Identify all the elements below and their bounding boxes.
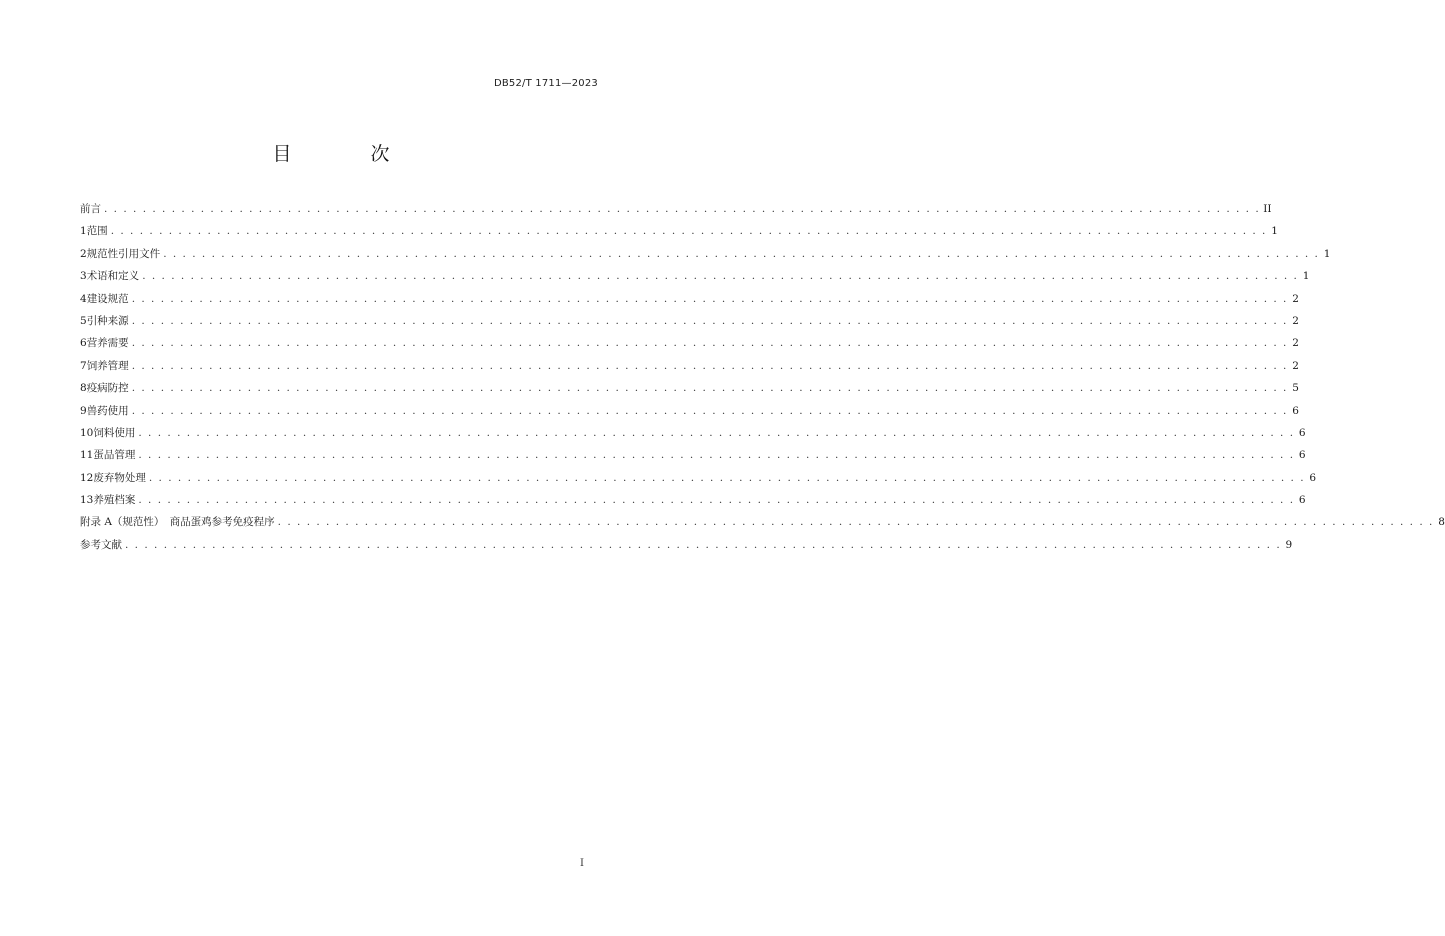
toc-entry-number: 2: [80, 247, 87, 260]
page-title: 目 次: [272, 143, 420, 165]
toc-dot-leader: . . . . . . . . . . . . . . . . . . . . . . . . . . . . . . . . . . . . . . . . . . . . . . . . . . . . . . . . . . . . . . . . . . . . . . . . . . . . . . . . . . . . . . . . . . . . . . . . . . . . . . . . . . . . . . . . . . . . . . . .: [104, 203, 1261, 215]
toc-entry-number: 7: [80, 359, 87, 372]
toc-dot-leader: . . . . . . . . . . . . . . . . . . . . . . . . . . . . . . . . . . . . . . . . . . . . . . . . . . . . . . . . . . . . . . . . . . . . . . . . . . . . . . . . . . . . . . . . . . . . . . . . . . . . . . . . . . . . . . . . . . . . . . . .: [138, 449, 1295, 462]
toc-entry-page: 1: [1302, 270, 1310, 283]
toc-dot-leader: . . . . . . . . . . . . . . . . . . . . . . . . . . . . . . . . . . . . . . . . . . . . . . . . . . . . . . . . . . . . . . . . . . . . . . . . . . . . . . . . . . . . . . . . . . . . . . . . . . . . . . . . . . . . . . . . . . . . . . . .: [131, 382, 1288, 395]
table-of-contents: [80, 198, 1445, 556]
toc-entry-number: 12: [80, 471, 94, 484]
page-number: I: [580, 858, 584, 869]
toc-entry[interactable]: [80, 332, 1299, 354]
toc-entry[interactable]: [80, 265, 1310, 287]
toc-entry[interactable]: [80, 511, 1445, 533]
toc-entry[interactable]: [80, 355, 1299, 377]
toc-dot-leader: . . . . . . . . . . . . . . . . . . . . . . . . . . . . . . . . . . . . . . . . . . . . . . . . . . . . . . . . . . . . . . . . . . . . . . . . . . . . . . . . . . . . . . . . . . . . . . . . . . . . . . . . . . . . . . . . . . . . . . . .: [131, 359, 1288, 372]
toc-entry[interactable]: [80, 534, 1293, 556]
toc-entry-label: 规范性引用文件: [86, 247, 161, 260]
toc-entry-label: 引种来源: [86, 314, 129, 327]
toc-entry-label: 前言: [80, 203, 101, 215]
toc-entry-page: 5: [1292, 382, 1299, 395]
toc-entry-label: 兽药使用: [86, 404, 129, 417]
toc-dot-leader: . . . . . . . . . . . . . . . . . . . . . . . . . . . . . . . . . . . . . . . . . . . . . . . . . . . . . . . . . . . . . . . . . . . . . . . . . . . . . . . . . . . . . . . . . . . . . . . . . . . . . . . . . . . . . . . . . . . . . . . .: [138, 426, 1295, 439]
toc-entry-label: 术语和定义: [86, 270, 140, 283]
toc-dot-leader: . . . . . . . . . . . . . . . . . . . . . . . . . . . . . . . . . . . . . . . . . . . . . . . . . . . . . . . . . . . . . . . . . . . . . . . . . . . . . . . . . . . . . . . . . . . . . . . . . . . . . . . . . . . . . . . . . . . . . . . .: [163, 247, 1320, 260]
toc-dot-leader: . . . . . . . . . . . . . . . . . . . . . . . . . . . . . . . . . . . . . . . . . . . . . . . . . . . . . . . . . . . . . . . . . . . . . . . . . . . . . . . . . . . . . . . . . . . . . . . . . . . . . . . . . . . . . . . . . . . . . . . .: [148, 471, 1306, 484]
toc-entry-page: 2: [1292, 359, 1299, 372]
toc-entry[interactable]: [80, 310, 1299, 332]
toc-entry[interactable]: [80, 467, 1317, 489]
toc-entry-label: 范围: [86, 225, 108, 238]
toc-entry-page: 2: [1292, 292, 1299, 305]
toc-entry-number: 1: [80, 225, 87, 238]
toc-entry-label: 蛋品管理: [93, 449, 136, 462]
toc-entry-number: 4: [80, 292, 87, 305]
toc-entry[interactable]: [80, 489, 1306, 511]
toc-entry-number: 5: [80, 314, 87, 327]
toc-entry-page: 6: [1309, 471, 1317, 484]
toc-entry-number: 10: [80, 426, 94, 439]
toc-entry-page: 6: [1298, 426, 1306, 439]
toc-entry-page: 2: [1292, 314, 1299, 327]
toc-entry-page: 2: [1292, 337, 1299, 350]
toc-entry[interactable]: [80, 422, 1306, 444]
toc-entry[interactable]: [80, 377, 1299, 399]
toc-entry-page: 6: [1292, 404, 1299, 417]
toc-entry-label: 营养需要: [86, 337, 129, 350]
toc-entry-page: 1: [1271, 225, 1278, 238]
toc-entry-number: 11: [80, 449, 94, 462]
toc-dot-leader: . . . . . . . . . . . . . . . . . . . . . . . . . . . . . . . . . . . . . . . . . . . . . . . . . . . . . . . . . . . . . . . . . . . . . . . . . . . . . . . . . . . . . . . . . . . . . . . . . . . . . . . . . . . . . . . . . . . . . . . .: [125, 538, 1282, 551]
toc-entry[interactable]: [80, 220, 1278, 242]
toc-entry-page: 6: [1298, 449, 1306, 462]
toc-dot-leader: . . . . . . . . . . . . . . . . . . . . . . . . . . . . . . . . . . . . . . . . . . . . . . . . . . . . . . . . . . . . . . . . . . . . . . . . . . . . . . . . . . . . . . . . . . . . . . . . . . . . . . . . . . . . . . . . . . . . . . . .: [131, 292, 1288, 305]
toc-dot-leader: . . . . . . . . . . . . . . . . . . . . . . . . . . . . . . . . . . . . . . . . . . . . . . . . . . . . . . . . . . . . . . . . . . . . . . . . . . . . . . . . . . . . . . . . . . . . . . . . . . . . . . . . . . . . . . . . . . . . . . . .: [138, 494, 1295, 507]
toc-dot-leader: . . . . . . . . . . . . . . . . . . . . . . . . . . . . . . . . . . . . . . . . . . . . . . . . . . . . . . . . . . . . . . . . . . . . . . . . . . . . . . . . . . . . . . . . . . . . . . . . . . . . . . . . . . . . . . . . . . . . . . . .: [277, 516, 1434, 529]
toc-entry[interactable]: [80, 288, 1299, 310]
toc-entry-number: 6: [80, 337, 87, 350]
toc-entry-page: II: [1263, 203, 1272, 215]
toc-entry-label: 废弃物处理: [93, 471, 146, 484]
toc-entry-label: 建设规范: [86, 292, 129, 305]
toc-entry-number: 9: [80, 404, 87, 417]
toc-dot-leader: . . . . . . . . . . . . . . . . . . . . . . . . . . . . . . . . . . . . . . . . . . . . . . . . . . . . . . . . . . . . . . . . . . . . . . . . . . . . . . . . . . . . . . . . . . . . . . . . . . . . . . . . . . . . . . . . . . . . . . . .: [131, 404, 1288, 417]
toc-entry-label: 养殖档案: [93, 494, 136, 507]
toc-entry-label: 参考文献: [80, 538, 122, 551]
toc-entry[interactable]: [80, 400, 1299, 422]
toc-entry-number: 13: [80, 494, 94, 507]
toc-dot-leader: . . . . . . . . . . . . . . . . . . . . . . . . . . . . . . . . . . . . . . . . . . . . . . . . . . . . . . . . . . . . . . . . . . . . . . . . . . . . . . . . . . . . . . . . . . . . . . . . . . . . . . . . . . . . . . . . . . . . . . . .: [131, 337, 1288, 350]
toc-entry-label: 饲料使用: [93, 426, 136, 439]
toc-entry-number: 3: [80, 270, 87, 283]
toc-entry[interactable]: [80, 243, 1331, 265]
toc-dot-leader: . . . . . . . . . . . . . . . . . . . . . . . . . . . . . . . . . . . . . . . . . . . . . . . . . . . . . . . . . . . . . . . . . . . . . . . . . . . . . . . . . . . . . . . . . . . . . . . . . . . . . . . . . . . . . . . . . . . . . . . .: [131, 314, 1288, 327]
toc-entry-label: 附录 A（规范性） 商品蛋鸡参考免疫程序: [80, 516, 275, 529]
toc-entry-page: 9: [1285, 538, 1293, 551]
toc-entry-page: 8: [1438, 516, 1445, 529]
toc-entry-page: 6: [1298, 494, 1306, 507]
toc-entry[interactable]: [80, 444, 1306, 466]
toc-entry-number: 8: [80, 382, 87, 395]
toc-dot-leader: . . . . . . . . . . . . . . . . . . . . . . . . . . . . . . . . . . . . . . . . . . . . . . . . . . . . . . . . . . . . . . . . . . . . . . . . . . . . . . . . . . . . . . . . . . . . . . . . . . . . . . . . . . . . . . . . . . . . . . . .: [142, 270, 1299, 283]
toc-entry[interactable]: [80, 198, 1272, 220]
toc-entry-page: 1: [1323, 247, 1331, 260]
toc-dot-leader: . . . . . . . . . . . . . . . . . . . . . . . . . . . . . . . . . . . . . . . . . . . . . . . . . . . . . . . . . . . . . . . . . . . . . . . . . . . . . . . . . . . . . . . . . . . . . . . . . . . . . . . . . . . . . . . . . . . . . . . .: [110, 225, 1267, 238]
standard-code: DB52/T 1711—2023: [493, 78, 598, 89]
toc-entry-label: 饲养管理: [86, 359, 129, 372]
toc-entry-label: 疫病防控: [86, 382, 129, 395]
